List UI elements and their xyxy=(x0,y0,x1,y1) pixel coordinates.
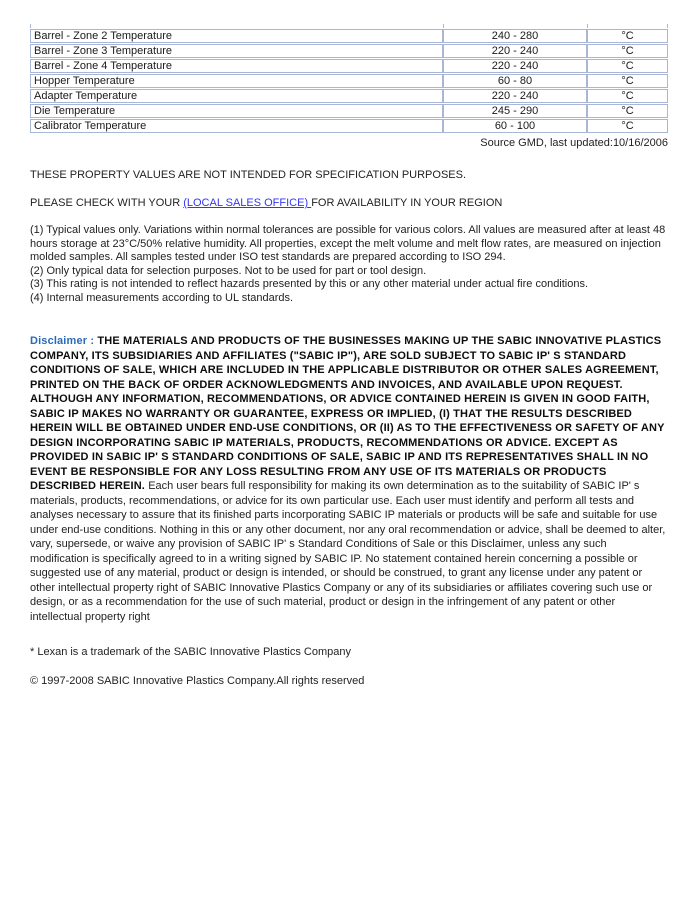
footnote-3: (3) This rating is not intended to reflect hazards presented by this or any other material under actual fire conditions. xyxy=(30,278,589,290)
footnotes xyxy=(30,224,668,305)
table-row xyxy=(30,89,668,103)
property-value-cell: 220 - 240 xyxy=(443,89,587,103)
property-value-cell: 220 - 240 xyxy=(443,59,587,73)
property-name-cell: Die Temperature xyxy=(30,104,443,118)
property-unit-cell: °C xyxy=(587,89,668,103)
property-value-cell: 220 - 240 xyxy=(443,44,587,58)
property-value-cell: 60 - 100 xyxy=(443,119,587,133)
trademark-note: * Lexan is a trademark of the SABIC Innovative Plastics Company xyxy=(30,646,351,658)
table-row xyxy=(30,119,668,133)
copyright-note: © 1997-2008 SABIC Innovative Plastics Company.All rights reserved xyxy=(30,675,365,687)
footnote-1: (1) Typical values only. Variations within normal tolerances are possible for various colors. All values are measured after at least 48 hours storage at 23°C/50% relative humidity. All properties, except the melt volume and melt flow rates, are measured on injection molded samples. All samples tested under ISO test standards are prepared according to ISO 294. xyxy=(30,224,666,263)
property-unit-cell: °C xyxy=(587,104,668,118)
availability-suffix: FOR AVAILABILITY IN YOUR REGION xyxy=(311,197,503,209)
table-row xyxy=(30,44,668,58)
property-unit-cell: °C xyxy=(587,119,668,133)
property-name-cell: Calibrator Temperature xyxy=(30,119,443,133)
local-sales-office-link[interactable]: (LOCAL SALES OFFICE) xyxy=(183,197,312,209)
source-note: Source GMD, last updated:10/16/2006 xyxy=(480,137,668,149)
property-name-cell: Adapter Temperature xyxy=(30,89,443,103)
availability-prefix: PLEASE CHECK WITH YOUR xyxy=(30,197,184,209)
availability-notice xyxy=(30,197,668,209)
property-value-cell: 60 - 80 xyxy=(443,74,587,88)
property-unit-cell: °C xyxy=(587,74,668,88)
footnote-4: (4) Internal measurements according to UL standards. xyxy=(30,291,294,304)
property-name-cell: Barrel - Zone 2 Temperature xyxy=(30,29,443,43)
stub-cell xyxy=(443,24,587,28)
property-name-cell: Barrel - Zone 4 Temperature xyxy=(30,59,443,73)
table-row xyxy=(30,104,668,118)
property-name-cell: Hopper Temperature xyxy=(30,74,443,88)
property-value-cell: 245 - 290 xyxy=(443,104,587,118)
disclaimer-label: Disclaimer : xyxy=(30,335,98,347)
footnote-2: (2) Only typical data for selection purposes. Not to be used for part or tool design. xyxy=(30,264,427,277)
table-row xyxy=(30,59,668,73)
property-unit-cell: °C xyxy=(587,59,668,73)
disclaimer-paragraph xyxy=(30,334,668,624)
table-row xyxy=(30,29,668,43)
specification-notice: THESE PROPERTY VALUES ARE NOT INTENDED FOR SPECIFICATION PURPOSES. xyxy=(30,169,467,181)
datasheet-page xyxy=(30,24,668,687)
property-name-cell: Barrel - Zone 3 Temperature xyxy=(30,44,443,58)
disclaimer-bold-text: THE MATERIALS AND PRODUCTS OF THE BUSINESSES MAKING UP THE SABIC INNOVATIVE PLASTICS COMPANY, ITS SUBSIDIARIES AND AFFILIATES ("SABIC IP"), ARE SOLD SUBJECT TO SABIC IP' S STANDARD CONDITIONS OF SALE, WHICH ARE INCLUDED IN THE APPLICABLE DISTRIBUTOR OR OTHER SALES AGREEMENT, PRINTED ON THE BACK OF ORDER ACKNOWLEDGMENTS AND INVOICES, AND AVAILABLE UPON REQUEST. ALTHOUGH ANY INFORMATION, RECOMMENDATIONS, OR ADVICE CONTAINED HEREIN IS GIVEN IN GOOD FAITH, SABIC IP MAKES NO WARRANTY OR GUARANTEE, EXPRESS OR IMPLIED, (I) THAT THE RESULTS DESCRIBED HEREIN WILL BE OBTAINED UNDER END-USE CONDITIONS, OR (II) AS TO THE EFFECTIVENESS OR SAFETY OF ANY DESIGN INCORPORATING SABIC IP MATERIALS, PRODUCTS, RECOMMENDATIONS OR ADVICE. EXCEPT AS PROVIDED IN SABIC IP' S STANDARD CONDITIONS OF SALE, SABIC IP AND ITS REPRESENTATIVES SHALL IN NO EVENT BE RESPONSIBLE FOR ANY LOSS RESULTING FROM ANY USE OF ITS MATERIALS OR PRODUCTS DESCRIBED HEREIN. xyxy=(30,335,665,492)
table-cutoff-stub xyxy=(30,24,668,28)
stub-cell xyxy=(587,24,668,28)
property-table xyxy=(30,28,668,134)
property-unit-cell: °C xyxy=(587,29,668,43)
disclaimer-body-text: Each user bears full responsibility for making its own determination as to the suitability of SABIC IP' s materials, products, recommendations, or advice for its own particular use. Each user must identify and perform all tests and analyses necessary to assure that its finished parts incorporating SABIC IP materials or products will be safe and suitable for use under end-use conditions. Nothing in this or any other document, nor any oral recommendation or advice, shall be deemed to alter, vary, supersede, or waive any provision of SABIC IP' s Standard Conditions of Sale or this Disclaimer, unless any such modification is specifically agreed to in a writing signed by SABIC IP. No statement contained herein concerning a possible or suggested use of any material, product or design is intended, or should be construed, to grant any license under any patent or other intellectual property right of SABIC Innovative Plastics Company or any of its subsidiaries or affiliates covering such use or design, or as a recommendation for the use of such material, product or design in the infringement of any patent or other intellectual property right xyxy=(30,480,666,623)
property-unit-cell: °C xyxy=(587,44,668,58)
table-row xyxy=(30,74,668,88)
property-value-cell: 240 - 280 xyxy=(443,29,587,43)
stub-cell xyxy=(30,24,443,28)
